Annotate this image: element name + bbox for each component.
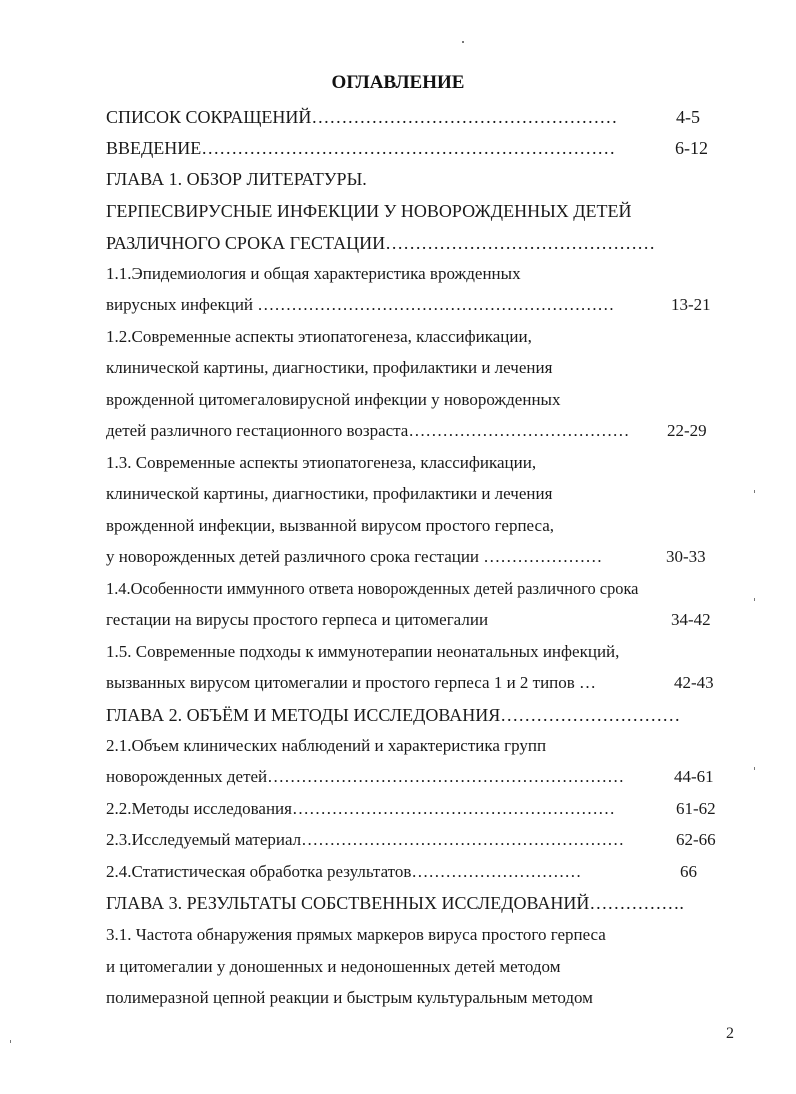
toc-chapter-1-title-line: ГЕРПЕСВИРУСНЫЕ ИНФЕКЦИИ У НОВОРОЖДЕННЫХ ДЕТЕЙ [106,201,632,221]
toc-entry-1-3: 1.3. Современные аспекты этиопатогенеза, классификации, [106,453,537,472]
toc-entry-1-3: у новорожденных детей различного срока гестации ………………… [106,547,603,566]
scan-speck [754,767,755,770]
toc-page-1-3: 30-33 [666,547,706,566]
toc-entry-1-5: 1.5. Современные подходы к иммунотерапии неонатальных инфекций, [106,642,620,661]
toc-entry-2-2: 2.2.Методы исследования………………………………………………… [106,799,615,818]
toc-page-2-3: 62-66 [676,830,716,849]
toc-page-2-2: 61-62 [676,799,716,818]
page-number: 2 [726,1025,734,1042]
toc-entry-2-1: новорожденных детей……………………………………………………… [106,767,625,786]
toc-page-1-5: 42-43 [674,673,714,692]
toc-page-1-2: 22-29 [667,421,707,440]
toc-entry-3-1: полимеразной цепной реакции и быстрым культуральным методом [106,988,593,1007]
toc-entry-3-1: и цитомегалии у доношенных и недоношенных детей методом [106,957,561,976]
toc-entry-1-2: клинической картины, диагностики, профилактики и лечения [106,358,553,377]
toc-chapter-3-heading: ГЛАВА 3. РЕЗУЛЬТАТЫ СОБСТВЕННЫХ ИССЛЕДОВАНИЙ……………. [106,893,684,913]
toc-page-2-4: 66 [680,862,697,881]
scan-speck [10,1040,11,1043]
toc-entry-1-4: 1.4.Особенности иммунного ответа новорожденных детей различного срока [106,579,639,598]
toc-entry-1-3: врожденной инфекции, вызванной вирусом простого герпеса, [106,516,555,535]
toc-chapter-2-heading: ГЛАВА 2. ОБЪЁМ И МЕТОДЫ ИССЛЕДОВАНИЯ………………………… [106,705,681,725]
toc-entry-abbreviations: СПИСОК СОКРАЩЕНИЙ…………………………………………… [106,107,618,127]
toc-entry-1-1: 1.1.Эпидемиология и общая характеристика врожденных [106,264,521,283]
toc-entry-1-4: гестации на вирусы простого герпеса и цитомегалии [106,610,489,629]
toc-entry-1-2: детей различного гестационного возраста………………………………… [106,421,630,440]
page-title: ОГЛАВЛЕНИЕ [331,72,465,93]
toc-entry-2-3: 2.3.Исследуемый материал………………………………………………… [106,830,625,849]
toc-entry-1-1: вирусных инфекций ……………………………………………………… [106,295,615,314]
toc-page-1-4: 34-42 [671,610,711,629]
toc-page-1-1: 13-21 [671,295,711,314]
toc-chapter-1-title-line: РАЗЛИЧНОГО СРОКА ГЕСТАЦИИ……………………………………… [106,233,656,253]
toc-entry-1-3: клинической картины, диагностики, профилактики и лечения [106,484,553,503]
toc-chapter-1-heading: ГЛАВА 1. ОБЗОР ЛИТЕРАТУРЫ. [106,169,367,189]
toc-page-abbreviations: 4-5 [676,107,700,127]
toc-entry-1-2: врожденной цитомегаловирусной инфекции у новорожденных [106,390,561,409]
scan-speck [754,490,755,493]
toc-entry-introduction: ВВЕДЕНИЕ…………………………………………………………… [106,138,616,158]
scan-speck [462,41,464,43]
toc-page-2-1: 44-61 [674,767,714,786]
toc-entry-1-5: вызванных вирусом цитомегалии и простого герпеса 1 и 2 типов … [106,673,597,692]
toc-entry-3-1: 3.1. Частота обнаружения прямых маркеров вируса простого герпеса [106,925,606,944]
scan-speck [754,598,755,601]
toc-entry-2-4: 2.4.Статистическая обработка результатов………………………… [106,862,582,881]
toc-entry-2-1: 2.1.Объем клинических наблюдений и характеристика групп [106,736,547,755]
toc-entry-1-2: 1.2.Современные аспекты этиопатогенеза, классификации, [106,327,532,346]
toc-page-introduction: 6-12 [675,138,708,158]
